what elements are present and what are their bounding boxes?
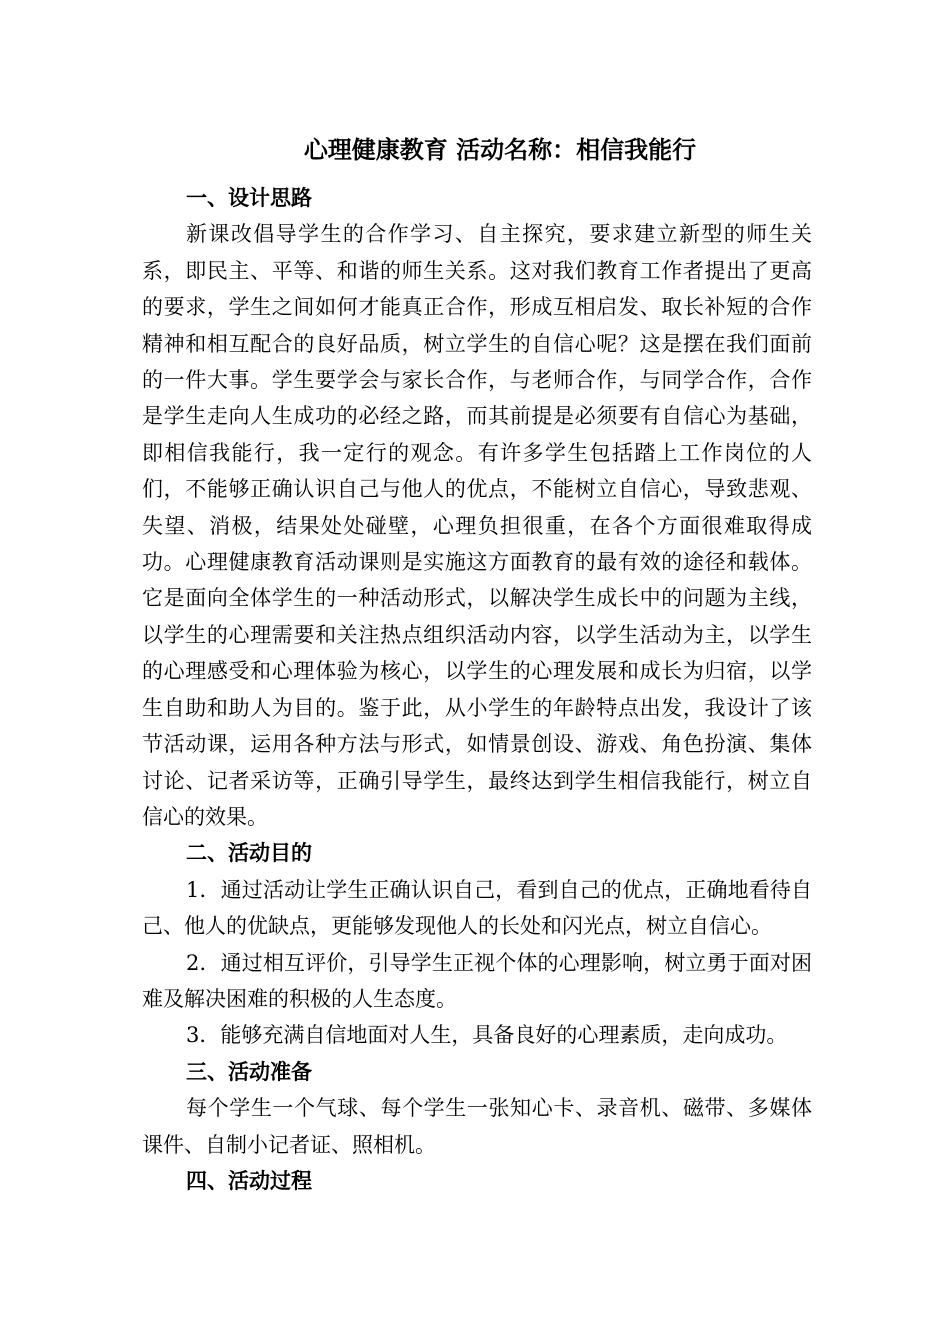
page-title: 心理健康教育 活动名称：相信我能行 (303, 136, 697, 164)
section-heading: 四、活动过程 (186, 1168, 312, 1193)
section-activity-preparation (142, 1054, 812, 1163)
document-body (142, 180, 812, 1199)
section-design-idea (142, 180, 812, 835)
section-activity-goals (142, 835, 812, 1053)
list-item: 3．能够充满自信地面对人生，具备良好的心理素质，走向成功。 (186, 1023, 788, 1048)
paragraph: 每个学生一个气球、每个学生一张知心卡、录音机、磁带、多媒体课件、自制小记者证、照相机。 (142, 1096, 812, 1157)
section-heading: 二、活动目的 (186, 841, 312, 866)
section-activity-process (142, 1163, 812, 1199)
list-item: 2．通过相互评价，引导学生正视个体的心理影响，树立勇于面对困难及解决困难的积极的人生态度。 (142, 950, 812, 1011)
section-heading: 一、设计思路 (186, 186, 312, 210)
section-heading: 三、活动准备 (186, 1059, 312, 1084)
list-item: 1．通过活动让学生正确认识自己，看到自己的优点，正确地看待自己、他人的优缺点，更能够发现他人的长处和闪光点，树立自信心。 (142, 877, 812, 939)
paragraph: 新课改倡导学生的合作学习、自主探究，要求建立新型的师生关系，即民主、平等、和谐的师生关系。这对我们教育工作者提出了更高的要求，学生之间如何才能真正合作，形成互相启发、取长补短的合作精神和相互配合的良好品质，树立学生的自信心呢？这是摆在我们面前的一件大事。学生要学会与家长合作，与老师合作，与同学合作，合作是学生走向人生成功的必经之路，而其前提是必须要有自信心为基础，即相信我能行，我一定行的观念。有许多学生包括踏上工作岗位的人们，不能够正确认识自己与他人的优点，不能树立自信心，导致悲观、失望、消极，结果处处碰壁，心理负担很重，在各个方面很难取得成功。心理健康教育活动课则是实施这方面教育的最有效的途径和载体。它是面向全体学生的一种活动形式，以解决学生成长中的问题为主线，以学生的心理需要和关注热点组织活动内容，以学生活动为主，以学生的心理感受和心理体验为核心，以学生的心理发展和成长为归宿，以学生自助和助人为目的。鉴于此，从小学生的年龄特点出发，我设计了该节活动课，运用各种方法与形式，如情景创设、游戏、角色扮演、集体讨论、记者采访等，正确引导学生，最终达到学生相信我能行，树立自信心的效果。 (142, 222, 812, 829)
